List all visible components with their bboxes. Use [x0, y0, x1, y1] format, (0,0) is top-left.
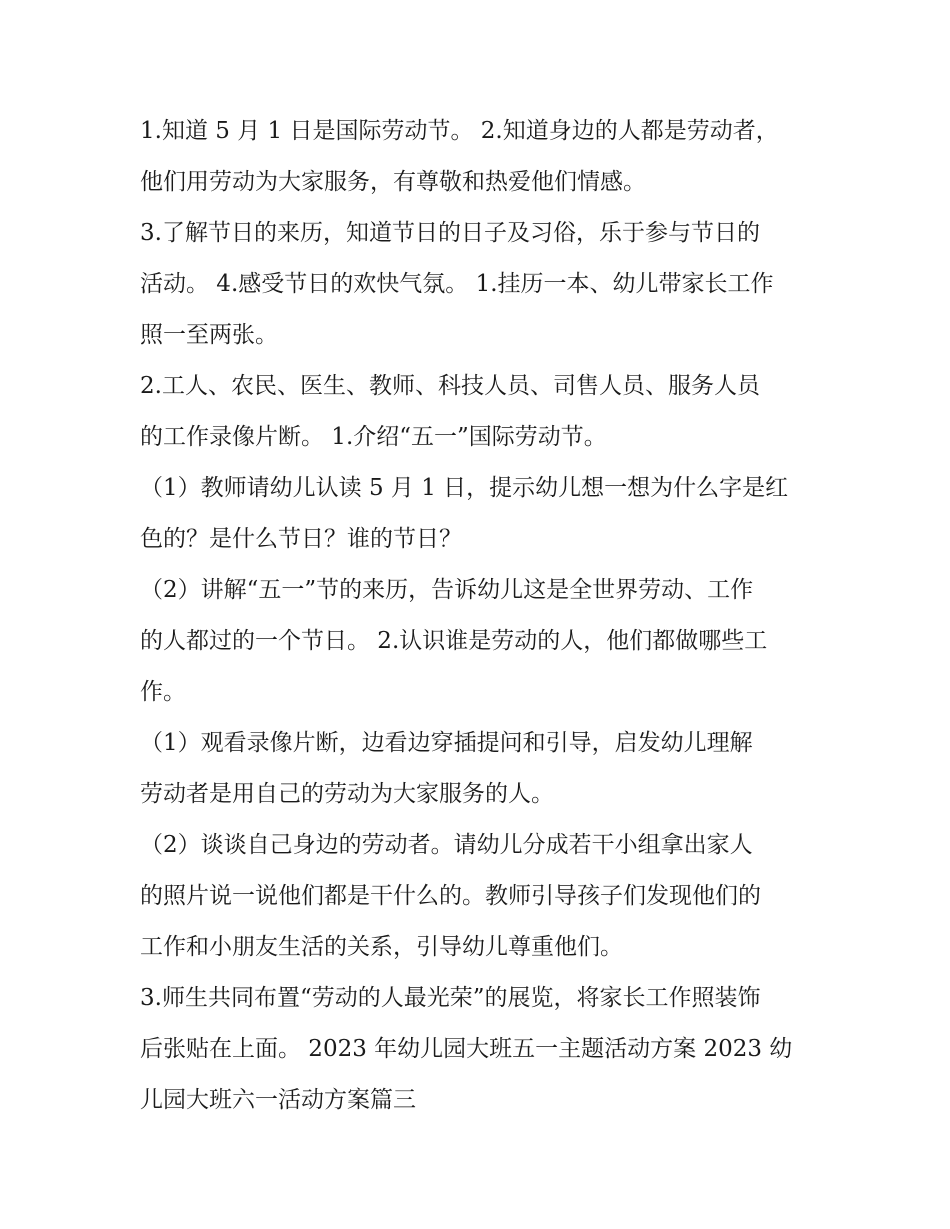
text-line: 活动。 4.感受节日的欢快气氛。 1.挂历一本、幼儿带家长工作 [140, 271, 774, 297]
text-line: 2.工人、农民、医生、教师、科技人员、司售人员、服务人员 [140, 373, 760, 399]
text-line: 他们用劳动为大家服务，有尊敬和热爱他们情感。 [140, 169, 646, 195]
text-line: 3.了解节日的来历，知道节日的日子及习俗，乐于参与节日的 [140, 220, 760, 246]
text-line: 3.师生共同布置“劳动的人最光荣”的展览，将家长工作照装饰 [140, 985, 761, 1011]
text-line: （1）教师请幼儿认读 5 月 1 日，提示幼儿想一想为什么字是红 [140, 475, 789, 501]
text-line: （2）谈谈自己身边的劳动者。请幼儿分成若干小组拿出家人 [140, 832, 753, 858]
text-line: （2）讲解“五一”节的来历，告诉幼儿这是全世界劳动、工作 [140, 577, 754, 603]
text-line: 的照片说一说他们都是干什么的。教师引导孩子们发现他们的 [140, 883, 761, 909]
text-line: 1.知道 5 月 1 日是国际劳动节。 2.知道身边的人都是劳动者， [140, 118, 779, 144]
text-line: 照一至两张。 [140, 322, 278, 348]
text-line: 工作和小朋友生活的关系，引导幼儿尊重他们。 [140, 934, 623, 960]
text-line: （1）观看录像片断，边看边穿插提问和引导，启发幼儿理解 [140, 730, 753, 756]
text-line: 后张贴在上面。 2023 年幼儿园大班五一主题活动方案 2023 幼 [140, 1036, 793, 1062]
text-line: 儿园大班六一活动方案篇三 [140, 1087, 416, 1113]
text-line: 的人都过的一个节日。 2.认识谁是劳动的人，他们都做哪些工 [140, 628, 768, 654]
document-body [140, 111, 820, 1131]
text-line: 的工作录像片断。 1.介绍“五一”国际劳动节。 [140, 424, 607, 450]
text-line: 作。 [140, 679, 186, 705]
text-line: 色的？是什么节日？谁的节日？ [140, 526, 462, 552]
text-line: 劳动者是用自己的劳动为大家服务的人。 [140, 781, 554, 807]
